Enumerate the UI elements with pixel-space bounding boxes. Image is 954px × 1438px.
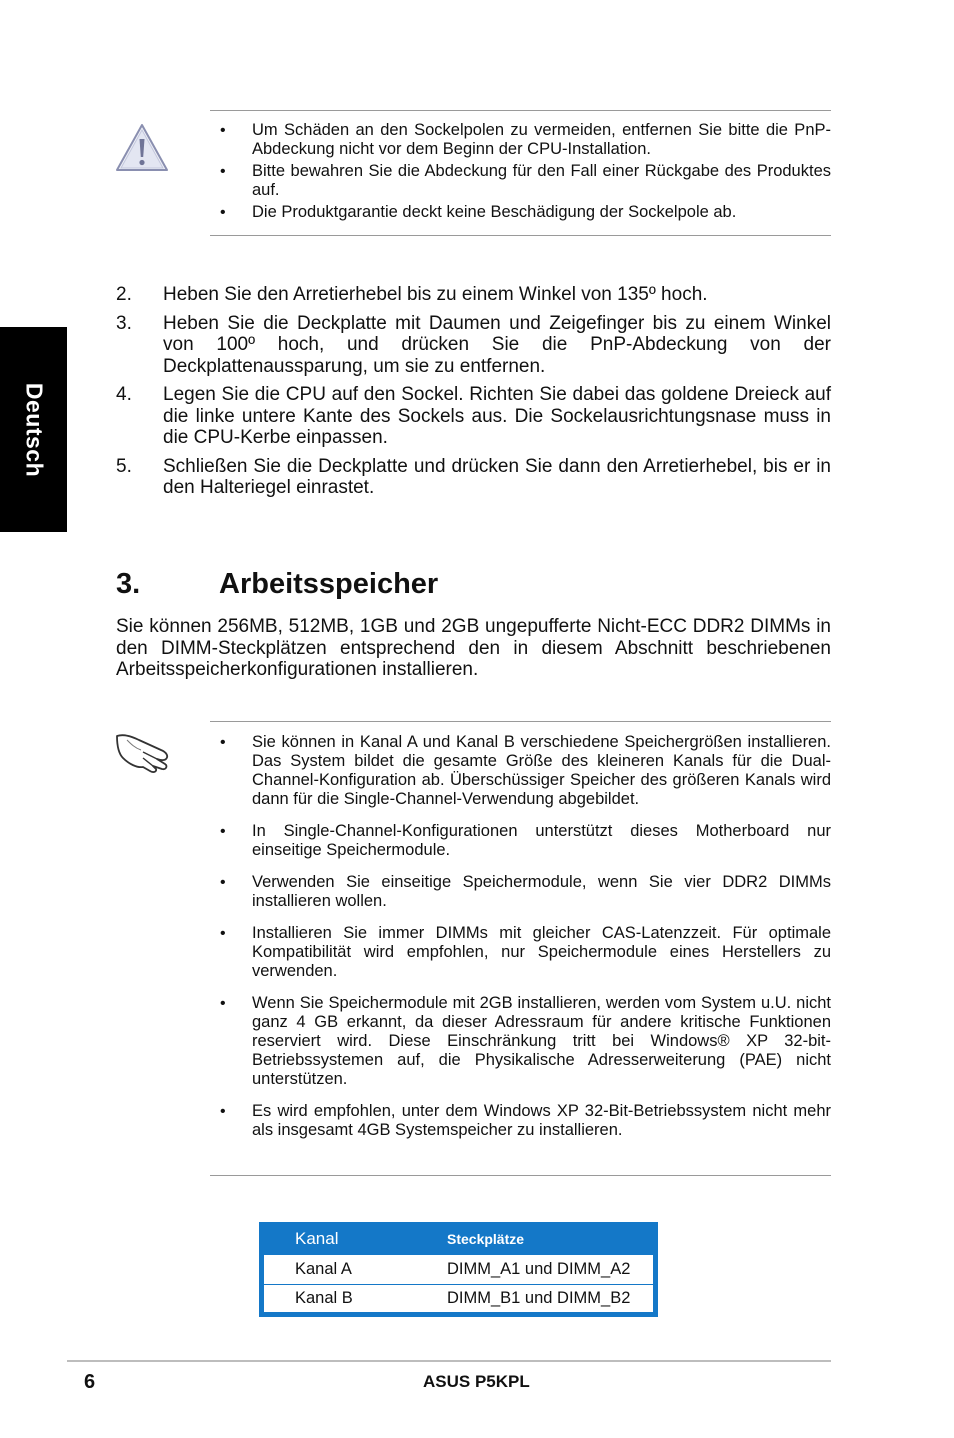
table-cell: Kanal A xyxy=(259,1255,447,1284)
section-number: 3. xyxy=(116,568,141,600)
note-item: • Sie können in Kanal A und Kanal B verschiedene Speichergrößen installieren. Das System bildet die gesamte Größe des kleineren Kanals für die Dual-Channel-Konfiguration ab. Überschüssiger Speicher des größeren Kanals wird dann für die Single-Channel-Verwendung abgebildet. xyxy=(218,733,831,809)
section-intro: Sie können 256MB, 512MB, 1GB und 2GB ungepufferte Nicht-ECC DDR2 DIMMs in den DIMM-Steckplätzen entsprechend den in diesem Abschnitt beschriebenen Arbeitsspeicherkonfigurationen installieren. xyxy=(116,616,831,680)
note-item: • In Single-Channel-Konfigurationen unterstützt dieses Motherboard nur einseitige Speichermodule. xyxy=(218,822,831,860)
step-number: 5. xyxy=(116,455,132,477)
step-number: 2. xyxy=(116,284,132,305)
note-top-rule xyxy=(210,721,831,722)
footer-rule xyxy=(67,1360,831,1362)
note-item: • Installieren Sie immer DIMMs mit gleicher CAS-Latenzzeit. Für optimale Kompatibilität wird empfohlen, nur Speichermodule eines Herstellers zu verwenden. xyxy=(218,924,831,981)
step-number: 3. xyxy=(116,312,132,334)
table-row-divider xyxy=(264,1284,653,1285)
note-list xyxy=(218,733,831,1140)
header-kanal: Kanal xyxy=(259,1222,447,1255)
language-side-tab xyxy=(0,327,67,532)
table-row xyxy=(259,1284,658,1313)
header-steckplaetze: Steckplätze xyxy=(447,1222,658,1255)
note-item: • Es wird empfohlen, unter dem Windows XP 32-Bit-Betriebssystem nicht mehr als insgesamt 4GB Systemspeicher zu installieren. xyxy=(218,1102,831,1140)
section-heading xyxy=(116,568,438,601)
caution-top-rule xyxy=(210,110,831,111)
page-number: 6 xyxy=(84,1371,96,1393)
installation-steps xyxy=(116,284,831,506)
note-item: • Verwenden Sie einseitige Speichermodule, wenn Sie vier DDR2 DIMMs installieren wollen. xyxy=(218,873,831,911)
step-text: Heben Sie den Arretierhebel bis zu einem Winkel von 135º hoch. xyxy=(163,284,708,305)
step-item xyxy=(116,384,831,449)
language-label: Deutsch xyxy=(21,382,47,477)
pointing-hand-icon xyxy=(113,728,175,779)
caution-list xyxy=(218,121,831,222)
table-row xyxy=(259,1255,658,1284)
step-item xyxy=(116,313,831,378)
note-bottom-rule xyxy=(210,1175,831,1176)
step-text: Legen Sie die CPU auf den Sockel. Richten Sie dabei das goldene Dreieck auf die linke untere Kante des Sockels aus. Die Sockelausrichtungsnase muss in die CPU-Kerbe einpassen. xyxy=(163,384,831,448)
step-item xyxy=(116,284,831,306)
caution-item: • Bitte bewahren Sie die Abdeckung für den Fall einer Rückgabe des Produktes auf. xyxy=(218,162,831,200)
note-item: • Wenn Sie Speichermodule mit 2GB installieren, werden vom System u.U. nicht ganz 4 GB erkannt, da dieser Adressraum für andere kritische Funktionen reserviert wird. Diese Einschränkung tritt bei Windows® XP 32-bit-Betriebssystemen auf, die Physikalische Adresserweiterung (PAE) nicht unterstützen. xyxy=(218,994,831,1089)
step-item xyxy=(116,456,831,499)
table-cell: DIMM_A1 und DIMM_A2 xyxy=(447,1255,658,1284)
step-text: Schließen Sie die Deckplatte und drücken Sie dann den Arretierhebel, bis er in den Halteriegel einrastet. xyxy=(163,455,831,498)
section-title: Arbeitsspeicher xyxy=(219,568,439,600)
step-text: Heben Sie die Deckplatte mit Daumen und Zeigefinger bis zu einem Winkel von 100º hoch, und drücken Sie die PnP-Abdeckung von der Deckplattenaussparung, um sie zu entfernen. xyxy=(163,312,831,377)
product-name: ASUS P5KPL xyxy=(423,1372,530,1391)
caution-item: • Um Schäden an den Sockelpolen zu vermeiden, entfernen Sie bitte die PnP-Abdeckung nicht vor dem Beginn der CPU-Installation. xyxy=(218,121,831,159)
caution-bottom-rule xyxy=(210,235,831,236)
step-number: 4. xyxy=(116,384,132,405)
warning-triangle-icon xyxy=(114,122,170,179)
table-cell: DIMM_B1 und DIMM_B2 xyxy=(447,1284,658,1313)
caution-item: • Die Produktgarantie deckt keine Beschädigung der Sockelpole ab. xyxy=(218,203,831,222)
table-header-row xyxy=(259,1222,658,1255)
memory-channel-table xyxy=(259,1222,658,1313)
table-cell: Kanal B xyxy=(259,1284,447,1313)
